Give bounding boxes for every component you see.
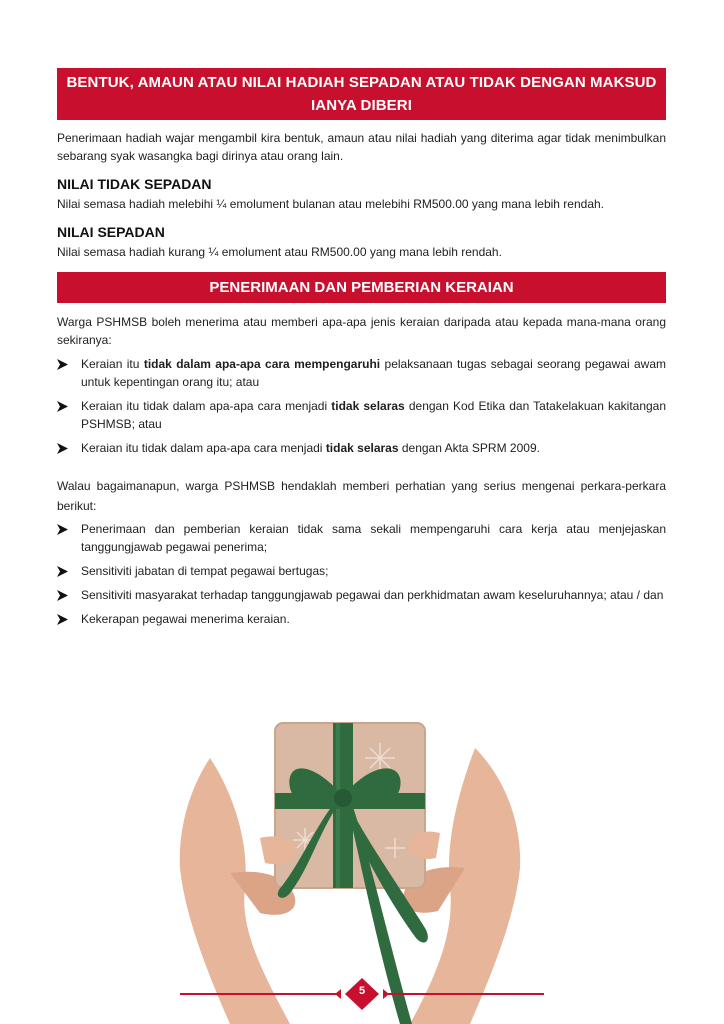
keraian-attention-paragraph: Walau bagaimanapun, warga PSHMSB hendaklah memberi perhatian yang serius mengenai perkara-perkara berikut: [57, 479, 666, 513]
page-number: 5 [358, 985, 366, 997]
arrow-bullet-icon [57, 401, 68, 412]
list-item: Penerimaan dan pemberian keraian tidak sama sekali mempengaruhi cara kerja atau menjejaskan tanggungjawab pegawai penerima; [57, 520, 666, 556]
attention-points-list [57, 520, 666, 628]
arrow-bullet-icon [57, 524, 68, 535]
list-item: Sensitiviti masyarakat terhadap tanggungjawab pegawai dan perkhidmatan awam keseluruhannya; atau / dan [57, 586, 666, 604]
section-title-banner-keraian: PENERIMAAN DAN PEMBERIAN KERAIAN [57, 272, 666, 303]
keraian-conditions-list [57, 355, 666, 457]
list-item: Kekerapan pegawai menerima keraian. [57, 610, 666, 628]
list-item: Keraian itu tidak dalam apa-apa cara menjadi tidak selaras dengan Akta SPRM 2009. [57, 439, 666, 457]
section-title-banner: BENTUK, AMAUN ATAU NILAI HADIAH SEPADAN ATAU TIDAK DENGAN MAKSUD IANYA DIBERI [57, 68, 666, 120]
list-item: Keraian itu tidak dalam apa-apa cara mempengaruhi pelaksanaan tugas sebagai seorang pegawai awam untuk kepentingan orang itu; atau [57, 355, 666, 391]
subheading-nilai-sepadan: NILAI SEPADAN [57, 224, 165, 240]
subheading-nilai-tidak-sepadan: NILAI TIDAK SEPADAN [57, 176, 212, 192]
nilai-sepadan-text: Nilai semasa hadiah kurang ¼ emolument atau RM500.00 yang mana lebih rendah. [57, 245, 502, 259]
keraian-intro-paragraph: Warga PSHMSB boleh menerima atau memberi apa-apa jenis keraian daripada atau kepada mana-mana orang sekiranya: [57, 315, 666, 347]
arrow-bullet-icon [57, 590, 68, 601]
list-item: Keraian itu tidak dalam apa-apa cara menjadi tidak selaras dengan Kod Etika dan Tatakelakuan kakitangan PSHMSB; atau [57, 397, 666, 433]
nilai-tidak-sepadan-text: Nilai semasa hadiah melebihi ¼ emolument bulanan atau melebihi RM500.00 yang mana lebih rendah. [57, 197, 605, 211]
arrow-bullet-icon [57, 614, 68, 625]
arrow-bullet-icon [57, 359, 68, 370]
list-item: Sensitiviti jabatan di tempat pegawai bertugas; [57, 562, 666, 580]
arrow-bullet-icon [57, 443, 68, 454]
intro-paragraph: Penerimaan hadiah wajar mengambil kira bentuk, amaun atau nilai hadiah yang diterima agar tidak menimbulkan sebarang syak wasangka bagi dirinya atau orang lain. [57, 131, 666, 163]
arrow-bullet-icon [57, 566, 68, 577]
